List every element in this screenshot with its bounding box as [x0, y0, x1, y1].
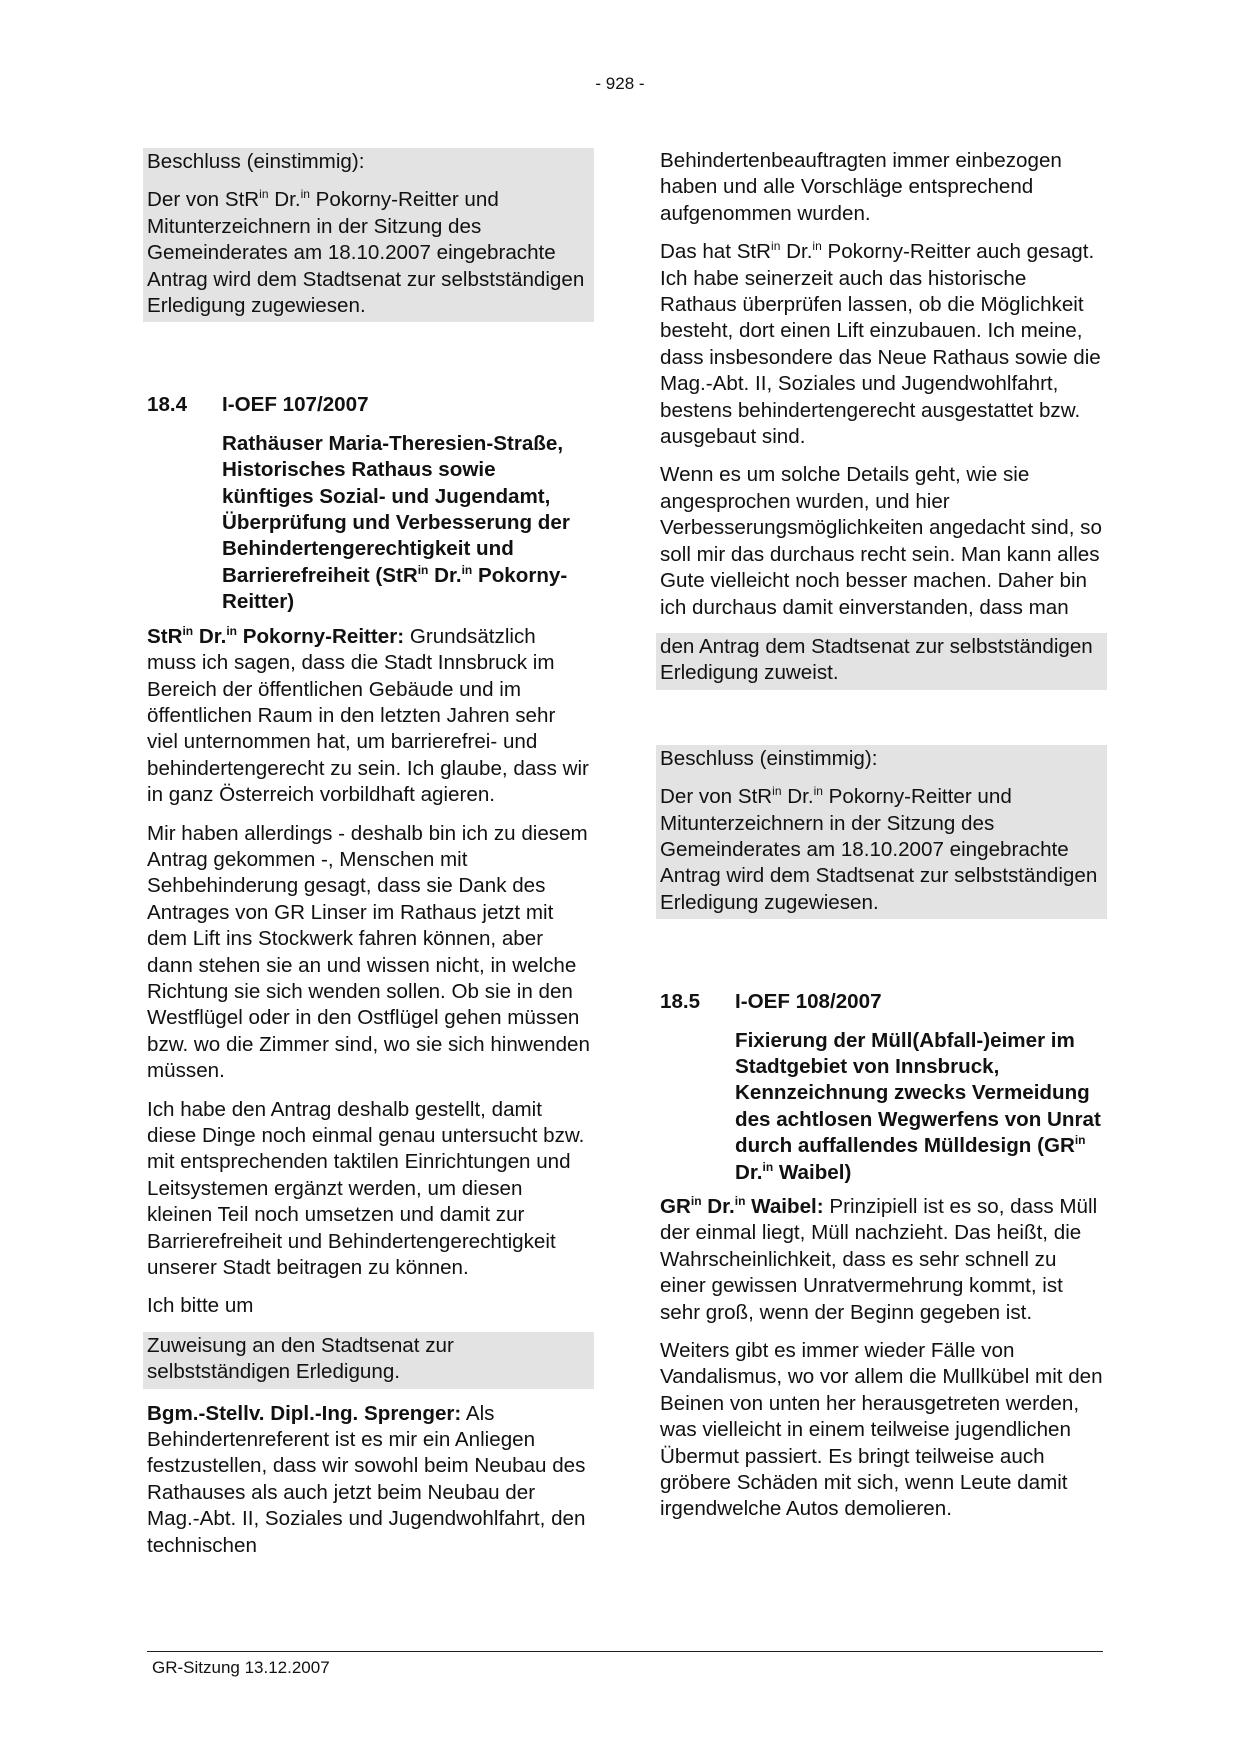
agenda-item-number: 18.5 — [660, 990, 701, 1014]
speech-paragraph: Behindertenbeauftragten immer einbezogen haben und alle Vorschläge entsprechend aufgenommen wurden. — [660, 149, 1062, 225]
speaker-name: $GR^{in}$ Dr.$^{in}$ Waibel: — [660, 1194, 824, 1218]
speaker-name: StR$^{in}$ Dr.$^{in}$ Pokorny-Reitter: — [147, 623, 405, 648]
request-text: Zuweisung an den Stadtsenat zur selbstständigen Erledigung. — [147, 1333, 454, 1384]
agenda-item-heading — [147, 392, 590, 418]
resolution-box — [656, 745, 1107, 919]
speech-paragraph: Weiters gibt es immer wieder Fälle von Vandalismus, wo vor allem die Mullkübel mit den Beinen von unten her herausgetreten werden, was vielleicht in einem teilweise jugendlichen Übermut passiert. Es bringt teilweise auch gröbere Schäden mit sich, wenn Leute damit irgendwelche Autos demolieren. — [660, 1339, 1103, 1521]
agenda-item-heading — [660, 989, 1103, 1015]
speech-paragraph: Das hat StR$^{in}$ Dr.$^{in}$ Pokorny-Reitter auch gesagt. Ich habe seinerzeit auch das historische Rathaus überprüfen lassen, ob die Möglichkeit besteht, dort einen Lift einzubauen. Ich meine, dass insbesondere das Neue Rathaus sowie die Mag.-Abt. II, Soziales und Jugendwohlfahrt, bestens behindertengerecht ausgestattet bzw. ausgebaut sind. — [660, 239, 1101, 449]
request-text: den Antrag dem Stadtsenat zur selbstständigen Erledigung zuweist. — [660, 634, 1093, 685]
resolution-box — [143, 148, 594, 322]
speech-paragraph: $GR^{in}$ Dr.$^{in}$ Waibel: Prinzipiell ist es so, dass Müll der einmal liegt, Müll nachzieht. Das heißt, die Wahrscheinlichkeit, dass es sehr schnell zu einer gewissen Unratvermehrung kommt, ist sehr groß, wenn der Beginn gegeben ist. — [660, 1194, 1098, 1324]
speech-paragraph: Wenn es um solche Details geht, wie sie angesprochen wurden, und hier Verbesserungsmöglichkeiten angedacht sind, so soll mir das durchaus recht sein. Man kann alles Gute vielleicht noch besser machen. Daher bin ich durchaus damit einverstanden, dass man — [660, 463, 1102, 619]
speech-paragraph: Ich bitte um — [147, 1294, 254, 1318]
speaker-name: Bgm.-Stellv. Dipl.-Ing. Sprenger: — [147, 1401, 462, 1425]
agenda-item-title: Fixierung der Müll(Abfall-)eimer im Stadtgebiet von Innsbruck, Kennzeichnung zwecks Vermeidung des achtlosen Wegwerfens von Unrat durch auffallendes Mülldesign ($GR^{in}$ Dr.$^{in}$ Waibel) — [735, 1028, 1101, 1184]
resolution-text: Der von StR$^{in}$ Dr.$^{in}$ Pokorny-Reitter und Mitunterzeichnern in der Sitzung des Gemeinderates am 18.10.2007 eingebrachte Antrag wird dem Stadtsenat zur selbstständigen Erledigung zugewiesen. — [147, 187, 585, 318]
page-number: - 928 - — [595, 74, 645, 93]
resolution-text: Der von StR$^{in}$ Dr.$^{in}$ Pokorny-Reitter und Mitunterzeichnern in der Sitzung des Gemeinderates am 18.10.2007 eingebrachte Antrag wird dem Stadtsenat zur selbstständigen Erledigung zugewiesen. — [660, 784, 1098, 914]
agenda-item-code: I-OEF 108/2007 — [735, 990, 882, 1014]
agenda-item-code: I-OEF 107/2007 — [222, 393, 369, 417]
resolution-label: Beschluss (einstimmig): — [660, 746, 878, 770]
speech-paragraph: Mir haben allerdings - deshalb bin ich zu diesem Antrag gekommen -, Menschen mit Sehbehinderung gesagt, dass sie Dank des Antrages von GR Linser im Rathaus jetzt mit dem Lift ins Stockwerk fahren können, aber dann stehen sie an und wissen nicht, in welche Richtung sie sich wenden sollen. Ob sie in den Westflügel oder in den Ostflügel gehen müssen bzw. wo die Zimmer sind, wo sie sich hinwenden müssen. — [147, 821, 590, 1083]
request-box — [656, 633, 1107, 690]
agenda-item-title: Rathäuser Maria-Theresien-Straße, Historisches Rathaus sowie künftiges Sozial- und Jugendamt, Überprüfung und Verbesserung der Behindertengerechtigkeit und Barrierefreiheit (StR$^{in}$ Dr.$^{in}$ Pokorny-Reitter) — [222, 431, 570, 614]
left-column — [147, 148, 590, 1559]
speech-paragraph: Ich habe den Antrag deshalb gestellt, damit diese Dinge noch einmal genau untersucht bzw. mit entsprechenden taktilen Einrichtungen und Leitsystemen ergänzt werden, um diesen kleinen Teil noch umsetzen und damit zur Barrierefreiheit und Behindertengerechtigkeit unserer Stadt beitragen zu können. — [147, 1097, 585, 1280]
footer-divider — [147, 1651, 1103, 1652]
speech-paragraph: StR$^{in}$ Dr.$^{in}$ Pokorny-Reitter: Grundsätzlich muss ich sagen, dass die Stadt Innsbruck im Bereich der öffentlichen Gebäude und im öffentlichen Raum in den letzten Jahren sehr viel unternommen hat, um barrierefrei- und behindertengerecht zu sein. Ich glaube, dass wir in ganz Österreich vorbildhaft agieren. — [147, 623, 589, 807]
request-box — [143, 1332, 594, 1389]
right-column — [660, 148, 1103, 1523]
footer-text: GR-Sitzung 13.12.2007 — [152, 1658, 330, 1677]
agenda-item-number: 18.4 — [147, 393, 188, 417]
resolution-label: Beschluss (einstimmig): — [147, 150, 365, 173]
speech-paragraph: Bgm.-Stellv. Dipl.-Ing. Sprenger: Als Behindertenreferent ist es mir ein Anliegen festzustellen, dass wir sowohl beim Neubau des Rathauses als auch jetzt beim Neubau der Mag.-Abt. II, Soziales und Jugendwohlfahrt, den technischen — [147, 1401, 586, 1557]
